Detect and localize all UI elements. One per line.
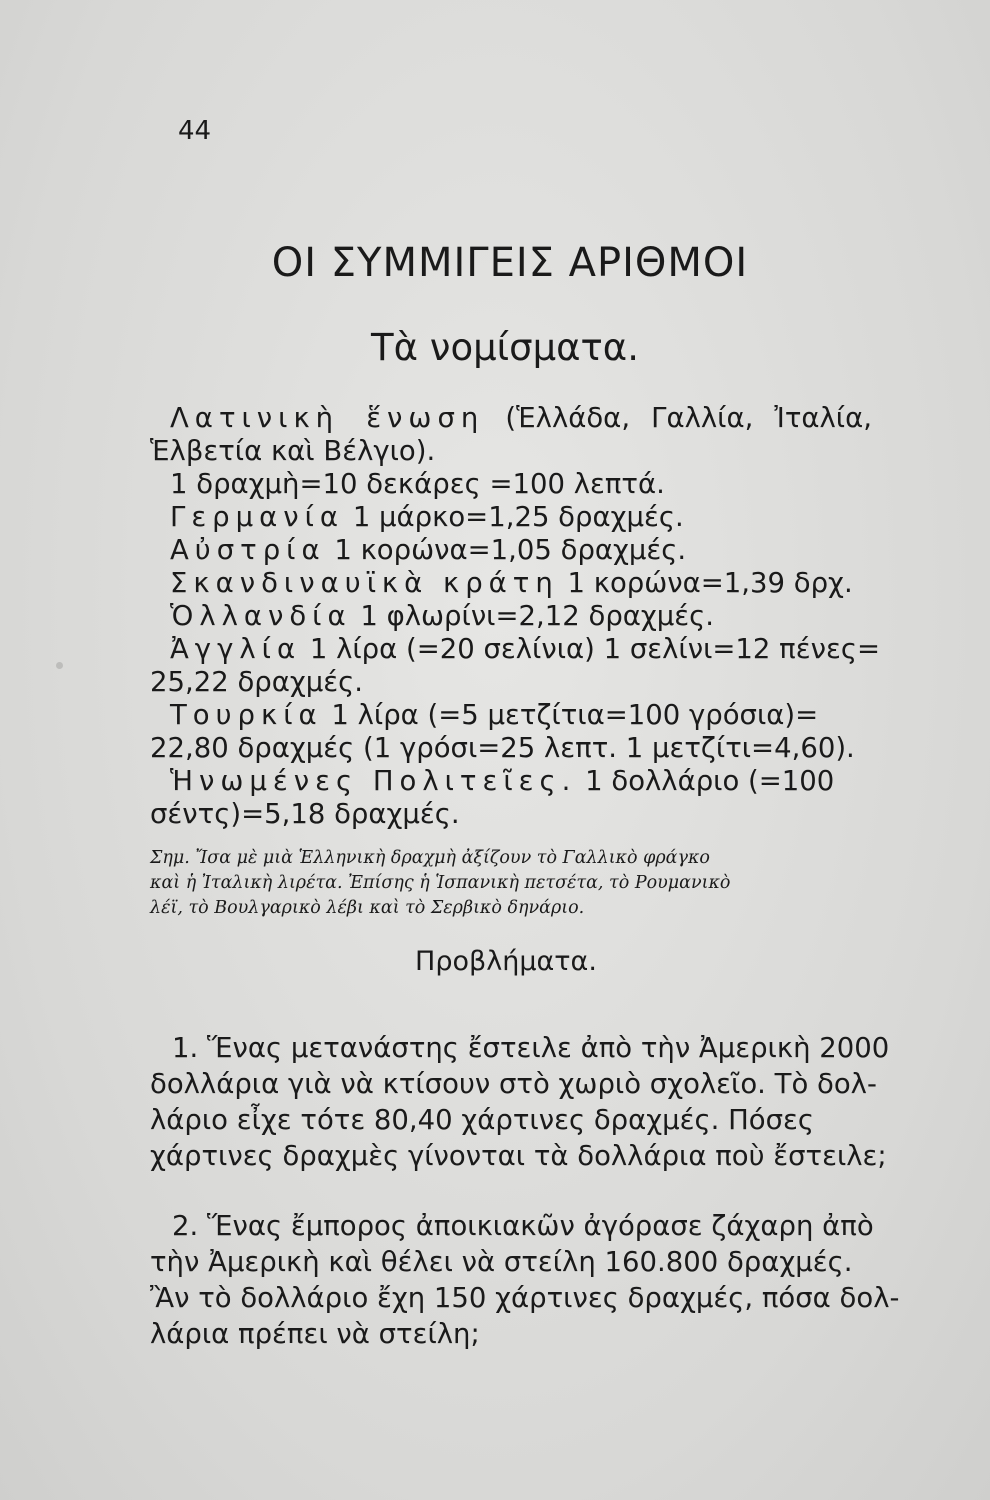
turkey-value: 1 λίρα (=5 μετζίτια=100 γρόσια)= bbox=[331, 699, 819, 731]
problems-list bbox=[150, 1030, 900, 1386]
holland-line bbox=[150, 600, 872, 633]
problem-line: Ἂν τὸ δολλάριο ἔχη 150 χάρτινες δραχμές, πόσα δολ- bbox=[150, 1282, 900, 1314]
austria-line bbox=[150, 534, 872, 567]
usa-label: Ἡνωμένες Πολιτεῖες. bbox=[170, 765, 577, 797]
problem-line: 2. Ἕνας ἔμπορος ἀποικιακῶν ἀγόρασε ζάχαρη ἀπὸ bbox=[172, 1210, 874, 1242]
paper-spot bbox=[56, 662, 63, 669]
austria-label: Αὐστρία bbox=[170, 534, 326, 566]
problem-line: 1. Ἕνας μετανάστης ἔστειλε ἀπὸ τὴν Ἀμερικὴ 2000 bbox=[172, 1032, 890, 1064]
england-label: Ἀγγλία bbox=[170, 633, 302, 665]
problem-line: χάρτινες δραχμὲς γίνονται τὰ δολλάρια ποὺ ἔστειλε; bbox=[150, 1140, 887, 1172]
usa-value-cont: σέντς)=5,18 δραχμές. bbox=[150, 798, 460, 830]
germany-value: 1 μάρκο=1,25 δραχμές. bbox=[352, 501, 684, 533]
england-value-cont: 25,22 δραχμές. bbox=[150, 666, 364, 698]
england-value: 1 λίρα (=20 σελίνια) 1 σελίνι=12 πένες= bbox=[309, 633, 880, 665]
currency-list bbox=[150, 402, 880, 831]
problem-line: τὴν Ἀμερικὴ καὶ θέλει νὰ στείλη 160.800 δραχμές. bbox=[150, 1246, 853, 1278]
footnote-line: καὶ ἡ Ἰταλικὴ λιρέτα. Ἐπίσης ἡ Ἱσπανικὴ πετσέτα, τὸ Ρουμανικὸ bbox=[150, 873, 731, 893]
problem-item bbox=[150, 1208, 900, 1352]
latin-union-countries-cont: Ἑλβετία καὶ Βέλγιο). bbox=[150, 435, 436, 467]
problem-line: λάριο εἶχε τότε 80,40 χάρτινες δραχμές. Πόσες bbox=[150, 1104, 815, 1136]
latin-union-countries: (Ἑλλάδα, Γαλλία, Ἰταλία, bbox=[505, 402, 872, 434]
chapter-title: ΟΙ ΣΥΜΜΙΓΕΙΣ ΑΡΙΘΜΟΙ bbox=[271, 240, 749, 286]
holland-label: Ὁλλανδία bbox=[170, 600, 352, 632]
germany-label: Γερμανία bbox=[170, 501, 345, 533]
problem-item bbox=[150, 1030, 890, 1174]
section-title: Τὰ νομίσματα. bbox=[371, 326, 639, 369]
turkey-line bbox=[150, 699, 872, 732]
scandinavia-value: 1 κορώνα=1,39 δρχ. bbox=[567, 567, 853, 599]
drachma-line: 1 δραχμὴ=10 δεκάρες =100 λεπτά. bbox=[170, 468, 665, 500]
usa-line bbox=[150, 765, 872, 798]
england-line bbox=[150, 633, 880, 666]
holland-value: 1 φλωρίνι=2,12 δραχμές. bbox=[360, 600, 715, 632]
turkey-label: Τουρκία bbox=[170, 699, 323, 731]
problems-title: Προβλήματα. bbox=[415, 946, 597, 977]
scandinavia-line bbox=[150, 567, 872, 600]
footnote-line: Σημ. Ἴσα μὲ μιὰ Ἑλληνικὴ δραχμὴ ἀξίζουν τὸ Γαλλικὸ φράγκο bbox=[150, 848, 710, 868]
scandinavia-label: Σκανδιναυϊκὰ κράτη bbox=[170, 567, 559, 599]
problem-line: δολλάρια γιὰ νὰ κτίσουν στὸ χωριὸ σχολεῖο. Τὸ δολ- bbox=[150, 1068, 877, 1100]
footnote bbox=[150, 846, 872, 921]
germany-line bbox=[150, 501, 872, 534]
footnote-line: λέϊ, τὸ Βουλγαρικὸ λέβι καὶ τὸ Σερβικὸ δηνάριο. bbox=[150, 898, 585, 918]
austria-value: 1 κορώνα=1,05 δραχμές. bbox=[334, 534, 687, 566]
problem-line: λάρια πρέπει νὰ στείλη; bbox=[150, 1318, 480, 1350]
latin-union-line bbox=[150, 402, 872, 435]
page-number: 44 bbox=[178, 116, 212, 146]
usa-value: 1 δολλάριο (=100 bbox=[585, 765, 835, 797]
latin-union-label: Λατινικὴ ἕνωση bbox=[170, 402, 485, 434]
turkey-value-cont: 22,80 δραχμές (1 γρόσι=25 λεπτ. 1 μετζίτι=4,60). bbox=[150, 732, 855, 764]
